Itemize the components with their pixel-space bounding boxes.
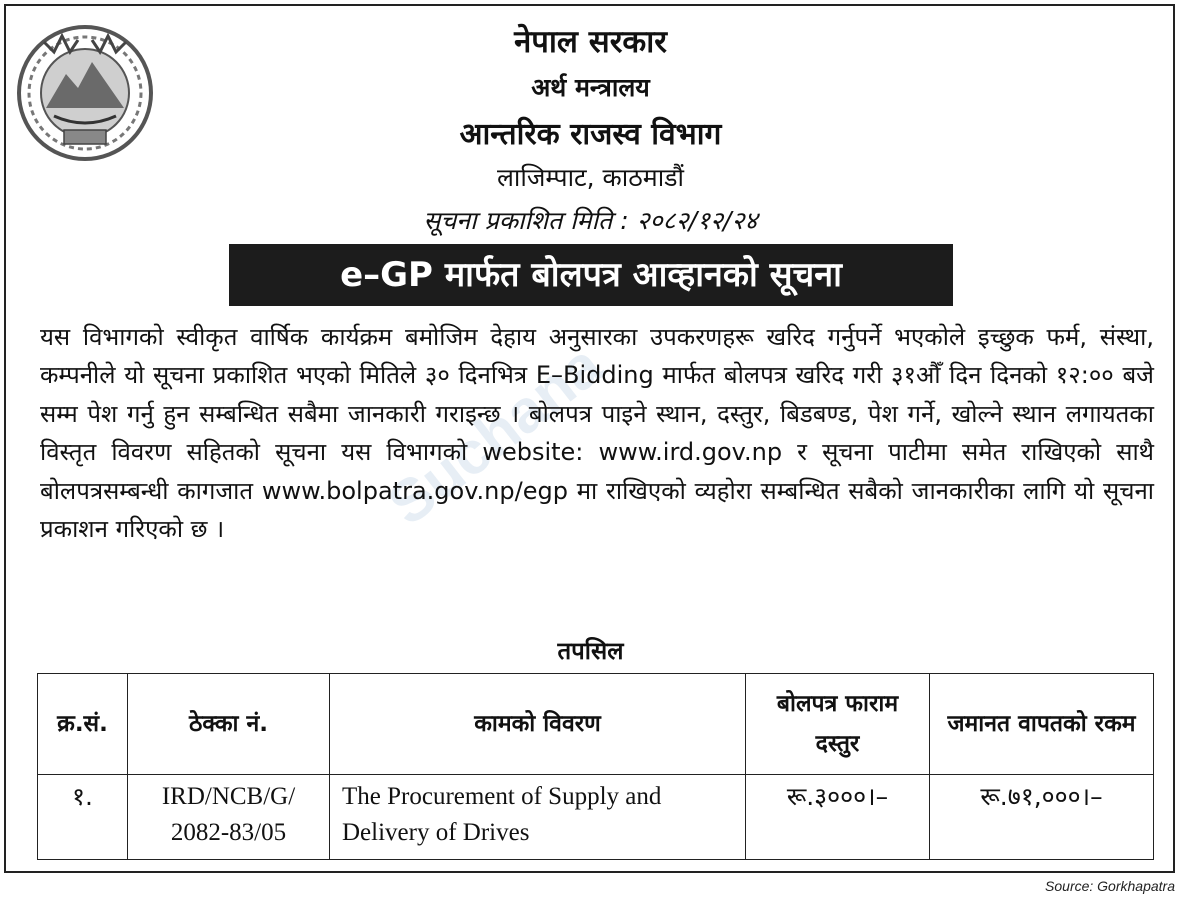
source-credit: Source: Gorkhapatra <box>1045 878 1175 894</box>
cell-contract-no: IRD/NCB/G/ 2082-83/05 <box>128 775 330 860</box>
cell-serial: १. <box>38 775 128 860</box>
column-header-description: कामको विवरण <box>330 674 746 775</box>
column-header-security-amount: जमानत वापतको रकम <box>930 674 1154 775</box>
government-title: नेपाल सरकार <box>514 24 667 60</box>
column-header-form-fee: बोलपत्र फाराम दस्तुर <box>746 674 930 775</box>
publication-date: सूचना प्रकाशित मिति : २०८२/१२/२४ <box>423 206 758 235</box>
table-row <box>38 775 1154 860</box>
table-header-row <box>38 674 1154 775</box>
cell-form-fee: रू.३०००।– <box>746 775 930 860</box>
notice-banner-title: e–GP मार्फत बोलपत्र आव्हानको सूचना <box>229 244 953 306</box>
cell-description: The Procurement of Supply and Delivery of Drives <box>330 775 746 860</box>
column-header-contract-no: ठेक्का नं. <box>128 674 330 775</box>
schedule-heading: तपसिल <box>557 637 624 665</box>
notice-body: यस विभागको स्वीकृत वार्षिक कार्यक्रम बमोजिम देहाय अनुसारका उपकरणहरू खरिद गर्नुपर्ने भएकोले इच्छुक फर्म, संस्था, कम्पनीले यो सूचना प्रकाशित भएको मितिले ३० दिनभित्र E–Bidding मार्फत बोलपत्र खरिद गरी ३१औँ दिन दिनको १२:०० बजे सम्म पेश गर्नु हुन सम्बन्धित सबैमा जानकारी गराइन्छ । बोलपत्र पाइने स्थान, दस्तुर, बिडबण्ड, पेश गर्ने, खोल्ने स्थान लगायतका विस्तृत विवरण सहितको सूचना यस विभागको website: www.ird.gov.np र सूचना पाटीमा समेत राखिएको साथै बोलपत्रसम्बन्धी कागजात www.bolpatra.gov.np/egp मा राखिएको व्यहोरा सम्बन्धित सबैको जानकारीका लागि यो सूचना प्रकाशन गरिएको छ । <box>40 323 1154 544</box>
ministry-title: अर्थ मन्त्रालय <box>531 73 650 102</box>
bid-schedule-table <box>37 673 1154 860</box>
department-title: आन्तरिक राजस्व विभाग <box>459 117 722 152</box>
column-header-serial: क्र.सं. <box>38 674 128 775</box>
watermark: Suchana <box>375 331 615 538</box>
department-address: लाजिम्पाट, काठमाडौं <box>496 163 685 192</box>
cell-security-amount: रू.७१,०००।– <box>930 775 1154 860</box>
